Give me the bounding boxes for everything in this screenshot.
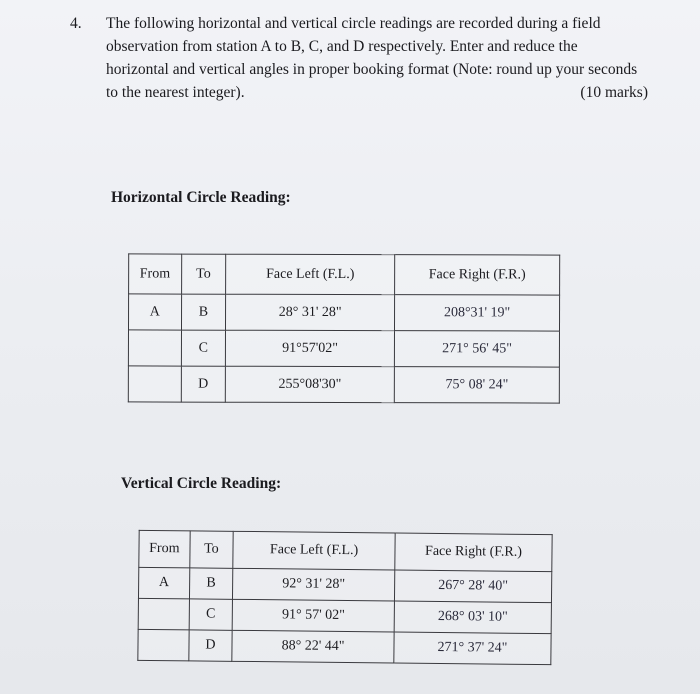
cell-to: B: [181, 294, 226, 330]
cell-face-left: 92° 31' 28": [233, 568, 395, 601]
cell-from: A: [128, 294, 181, 330]
cell-face-right: 271° 56' 45": [395, 331, 560, 367]
cell-from: [138, 598, 189, 630]
table-header-row: [139, 530, 552, 571]
table-row: [128, 366, 559, 403]
cell-from: [128, 366, 181, 402]
cell-face-left: 88° 22' 44": [232, 630, 394, 663]
cell-from: A: [138, 567, 189, 599]
table-row: [128, 330, 559, 367]
table-row: [138, 629, 551, 664]
question-marks: (10 marks): [580, 84, 648, 101]
cell-to: C: [181, 330, 226, 366]
cell-face-left: 28° 31' 28": [226, 294, 395, 330]
horizontal-readings-table: [128, 253, 560, 403]
horizontal-section-title: Horizontal Circle Reading:: [111, 189, 291, 206]
cell-face-right: 268° 03' 10": [394, 601, 551, 634]
cell-to: D: [181, 366, 226, 402]
vertical-section-title: Vertical Circle Reading:: [121, 475, 282, 492]
vertical-readings-table: [137, 530, 552, 665]
table-header-row: [129, 254, 560, 295]
header-to: To: [181, 254, 226, 294]
cell-face-right: 267° 28' 40": [395, 570, 552, 603]
cell-face-right: 75° 08' 24": [394, 367, 559, 403]
table-row: [138, 598, 551, 633]
table-row: [128, 294, 559, 331]
header-face-right: Face Right (F.R.): [395, 533, 552, 572]
cell-to: D: [188, 630, 232, 661]
cell-from: [128, 330, 181, 366]
question-block: [70, 12, 648, 104]
header-from: From: [139, 530, 190, 568]
cell-face-left: 91° 57' 02": [232, 599, 394, 632]
cell-face-left: 255°08'30": [225, 366, 394, 402]
header-to: To: [189, 531, 233, 568]
question-number: 4.: [70, 15, 82, 32]
question-text: The following horizontal and vertical circle readings are recorded during a field observation from station A to B, C, and D respectively. Enter and reduce the horizontal and vertical angles in proper booking format (Note: round up your seconds to the nearest integer).: [106, 15, 638, 101]
cell-from: [138, 629, 189, 661]
table-row: [138, 567, 551, 602]
header-face-left: Face Left (F.L.): [233, 531, 395, 570]
cell-face-right: 208°31' 19": [395, 295, 560, 331]
header-face-left: Face Left (F.L.): [226, 254, 395, 294]
header-from: From: [129, 254, 182, 294]
cell-face-left: 91°57'02": [225, 330, 394, 366]
cell-to: C: [189, 599, 233, 630]
cell-to: B: [189, 568, 233, 599]
header-face-right: Face Right (F.R.): [395, 255, 560, 295]
cell-face-right: 271° 37' 24": [394, 632, 551, 665]
